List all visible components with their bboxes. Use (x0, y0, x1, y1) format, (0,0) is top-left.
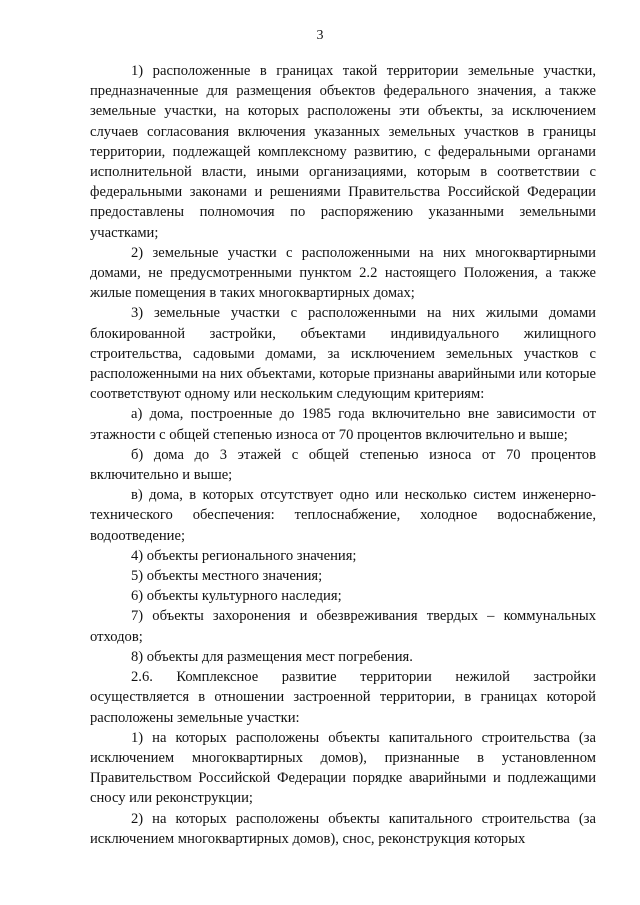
paragraph: б) дома до 3 этажей с общей степенью износа от 70 процентов включительно и выше; (90, 446, 596, 484)
document-body (90, 61, 596, 849)
paragraph: 1) на которых расположены объекты капитального строительства (за исключением многоквартирных домов), признанные в установленном Правительством Российской Федерации порядке аварийными и подлежащими сносу или реконструкции; (90, 729, 596, 807)
paragraph: 8) объекты для размещения мест погребения. (131, 648, 413, 665)
paragraph: в) дома, в которых отсутствует одно или несколько систем инженерно-технического обеспечения: теплоснабжение, холодное водоснабжение, водоотведение; (90, 487, 596, 544)
paragraph: 1) расположенные в границах такой территории земельные участки, предназначенные для размещения объектов федерального значения, а также земельные участки, на которых расположены эти объекты, за исключением случаев согласования включения указанных земельных участков в границы территории, подлежащей комплексному развитию, с федеральными органами исполнительной власти, иными организациями, которым в соответствии с федеральными законами и решениями Правительства Российской Федерации предоставлены полномочия по распоряжению указанными земельными участками; (90, 63, 596, 241)
paragraph: 7) объекты захоронения и обезвреживания твердых – коммунальных отходов; (90, 608, 596, 645)
paragraph: 2.6. Комплексное развитие территории нежилой застройки осуществляется в отношении застроенной территории, в границах которой расположены земельные участки: (90, 669, 596, 726)
paragraph: 2) земельные участки с расположенными на них многоквартирными домами, не предусмотренными пунктом 2.2 настоящего Положения, а также жилые помещения в таких многоквартирных домах; (90, 244, 596, 302)
paragraph: 3) земельные участки с расположенными на них жилыми домами блокированной застройки, объектами индивидуального жилищного строительства, садовыми домами, за исключением земельных участков с расположенными на них объектами, которые признаны аварийными или которые соответствуют одному или нескольким следующим критериям: (90, 305, 596, 403)
paragraph: 6) объекты культурного наследия; (131, 588, 342, 605)
paragraph: 5) объекты местного значения; (131, 568, 323, 585)
paragraph: 2) на которых расположены объекты капитального строительства (за исключением многоквартирных домов), снос, реконструкция которых (90, 810, 596, 847)
paragraph: а) дома, построенные до 1985 года включительно вне зависимости от этажности с общей степенью износа от 70 процентов включительно и выше; (90, 406, 596, 443)
paragraph: 4) объекты регионального значения; (131, 547, 357, 564)
page-number: 3 (316, 28, 324, 43)
